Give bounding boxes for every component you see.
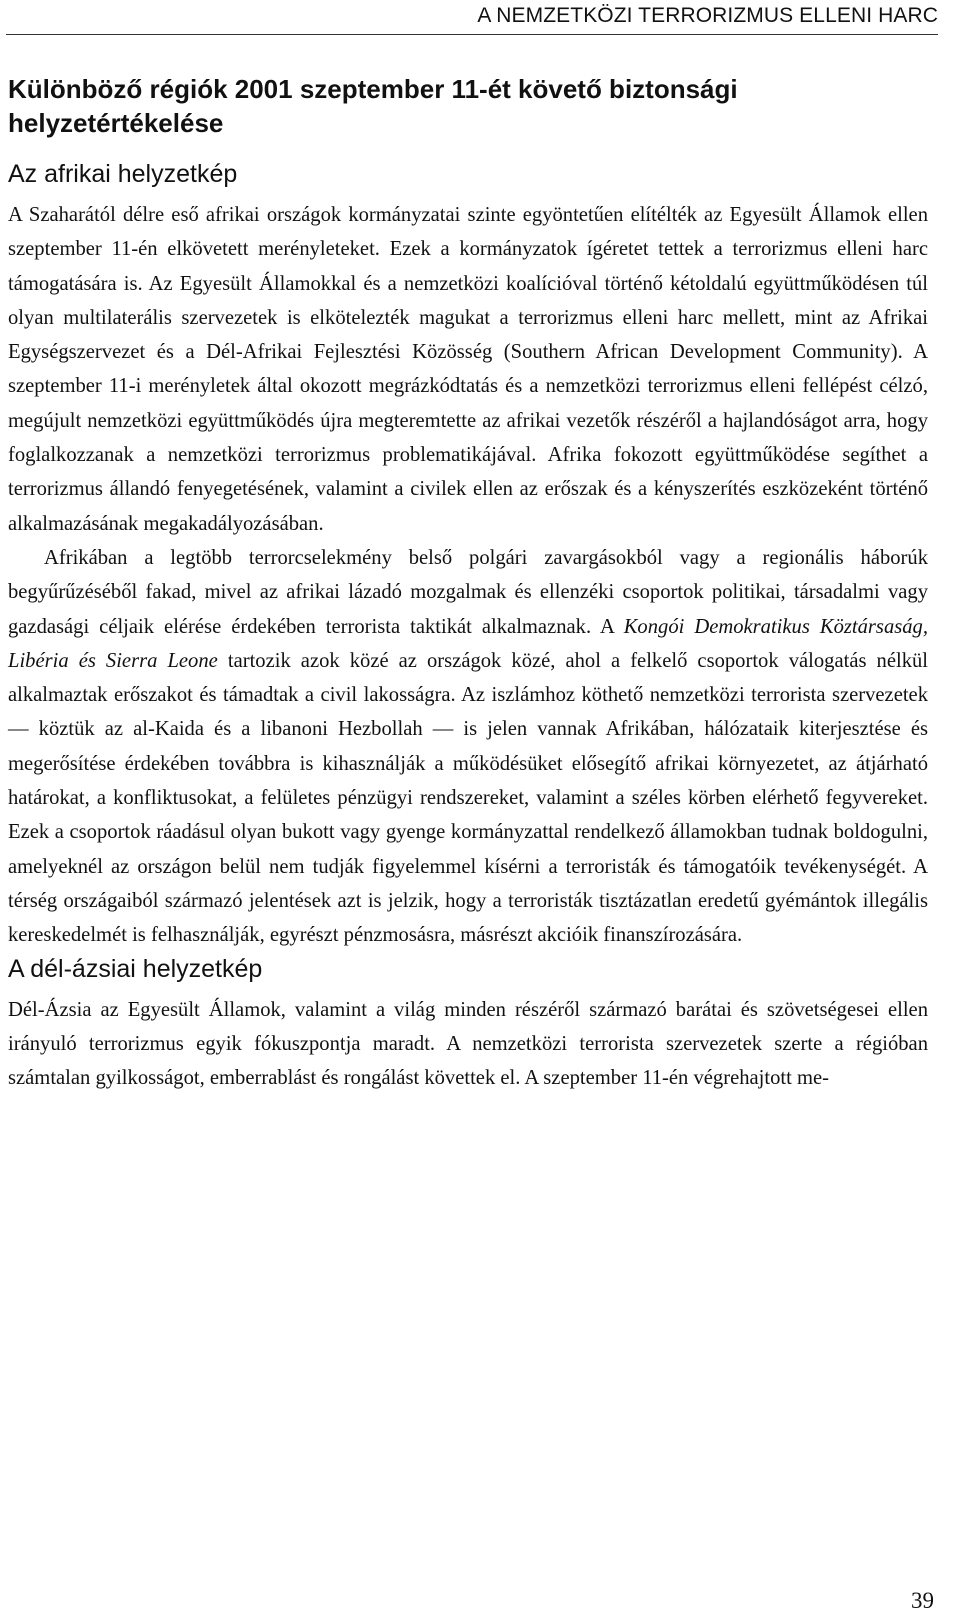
- page-number: 39: [911, 1588, 934, 1613]
- africa-heading: Az afrikai helyzetkép: [8, 160, 238, 188]
- header-rule: [6, 34, 938, 35]
- south-asia-paragraph-1: Dél-Ázsia az Egyesült Államok, valamint a világ minden részéről származó barátai és szövetségesei ellen irányuló terrorizmus egyik fókuszpontja maradt. A nemzetközi terrorista szervezetek szerte a régióban számtalan gyilkosságot, emberrablást és rongálást követtek el. A szeptember 11-én végrehajtott me-: [8, 998, 928, 1090]
- africa-paragraph-2: [8, 541, 928, 953]
- running-header: A NEMZETKÖZI TERRORIZMUS ELLENI HARC: [477, 4, 938, 27]
- south-asia-heading: A dél-ázsiai helyzetkép: [8, 954, 263, 983]
- section-title: Különböző régiók 2001 szeptember 11-ét követő biztonsági helyzetértékelése: [8, 74, 738, 138]
- africa-country-list: Kongói Demokratikus Köztársaság, Libéria és Sierra Leone: [8, 615, 928, 672]
- page-content: [8, 72, 928, 1095]
- africa-paragraph-2-start: Afrikában a legtöbb terrorcselekmény belső polgári zavargásokból vagy a regionális háborúk begyűrűzéséből fakad, mivel az afrikai lázadó mozgalmak és ellenzéki csoportok politikai, társadalmi vagy gazdasági céljaik elérése érdekében terrorista taktikát alkalmaznak. A: [8, 546, 928, 638]
- africa-paragraph-2-end: tartozik azok közé az országok közé, ahol a felkelő csoportok válogatás nélkül alkalmaztak erőszakot és támadtak a civil lakosságra. Az iszlámhoz köthető nemzetközi terrorista szervezetek — köztük az al-Kaida és a libanoni Hezbollah — is jelen vannak Afrikában, hálózataik kiterjesztése és megerősítése érdekében továbbra is kihasználják a működésüket elősegítő afrikai környezetet, az átjárható határokat, a konfliktusokat, a felületes pénzügyi rendszereket, valamint a széles körben elérhető fegyvereket. Ezek a csoportok ráadásul olyan bukott vagy gyenge kormányzattal rendelkező államokban tudnak boldogulni, amelyeknél az országon belül nem tudják figyelemmel kísérni a terroristák és támogatóik tevékenységét. A térség országaiból származó jelentések azt is jelzik, hogy a terroristák tisztázatlan eredetű gyémántok illegális kereskedelmét is felhasználják, egyrészt pénzmosásra, másrészt akcióik finanszírozására.: [8, 649, 929, 947]
- africa-paragraph-1: A Szaharától délre eső afrikai országok kormányzatai szinte egyöntetűen elítélték az Egyesült Államok ellen szeptember 11-én elkövetett merényleteket. Ezek a kormányzatok ígéretet tettek a terrorizmus elleni harc támogatására is. Az Egyesült Államokkal és a nemzetközi koalícióval történő kétoldalú együttműködésen túl olyan multilaterális szervezetek is elkötelezték magukat a terrorizmus elleni harc mellett, mint az Afrikai Egységszervezet és a Dél-Afrikai Fejlesztési Közösség (Southern African Development Community). A szeptember 11-i merényletek által okozott megrázkódtatás és a nemzetközi terrorizmus elleni fellépést célzó, megújult nemzetközi együttműködés újra megteremtette az afrikai vezetők részéről a hajlandóságot arra, hogy foglalkozzanak a nemzetközi terrorizmus problematikájával. Afrika fokozott együttműködése segíthet a terrorizmus állandó fenyegetésének, valamint a civilek ellen az erőszak és a kényszerítés eszközeként történő alkalmazásának megakadályozásában.: [8, 204, 928, 535]
